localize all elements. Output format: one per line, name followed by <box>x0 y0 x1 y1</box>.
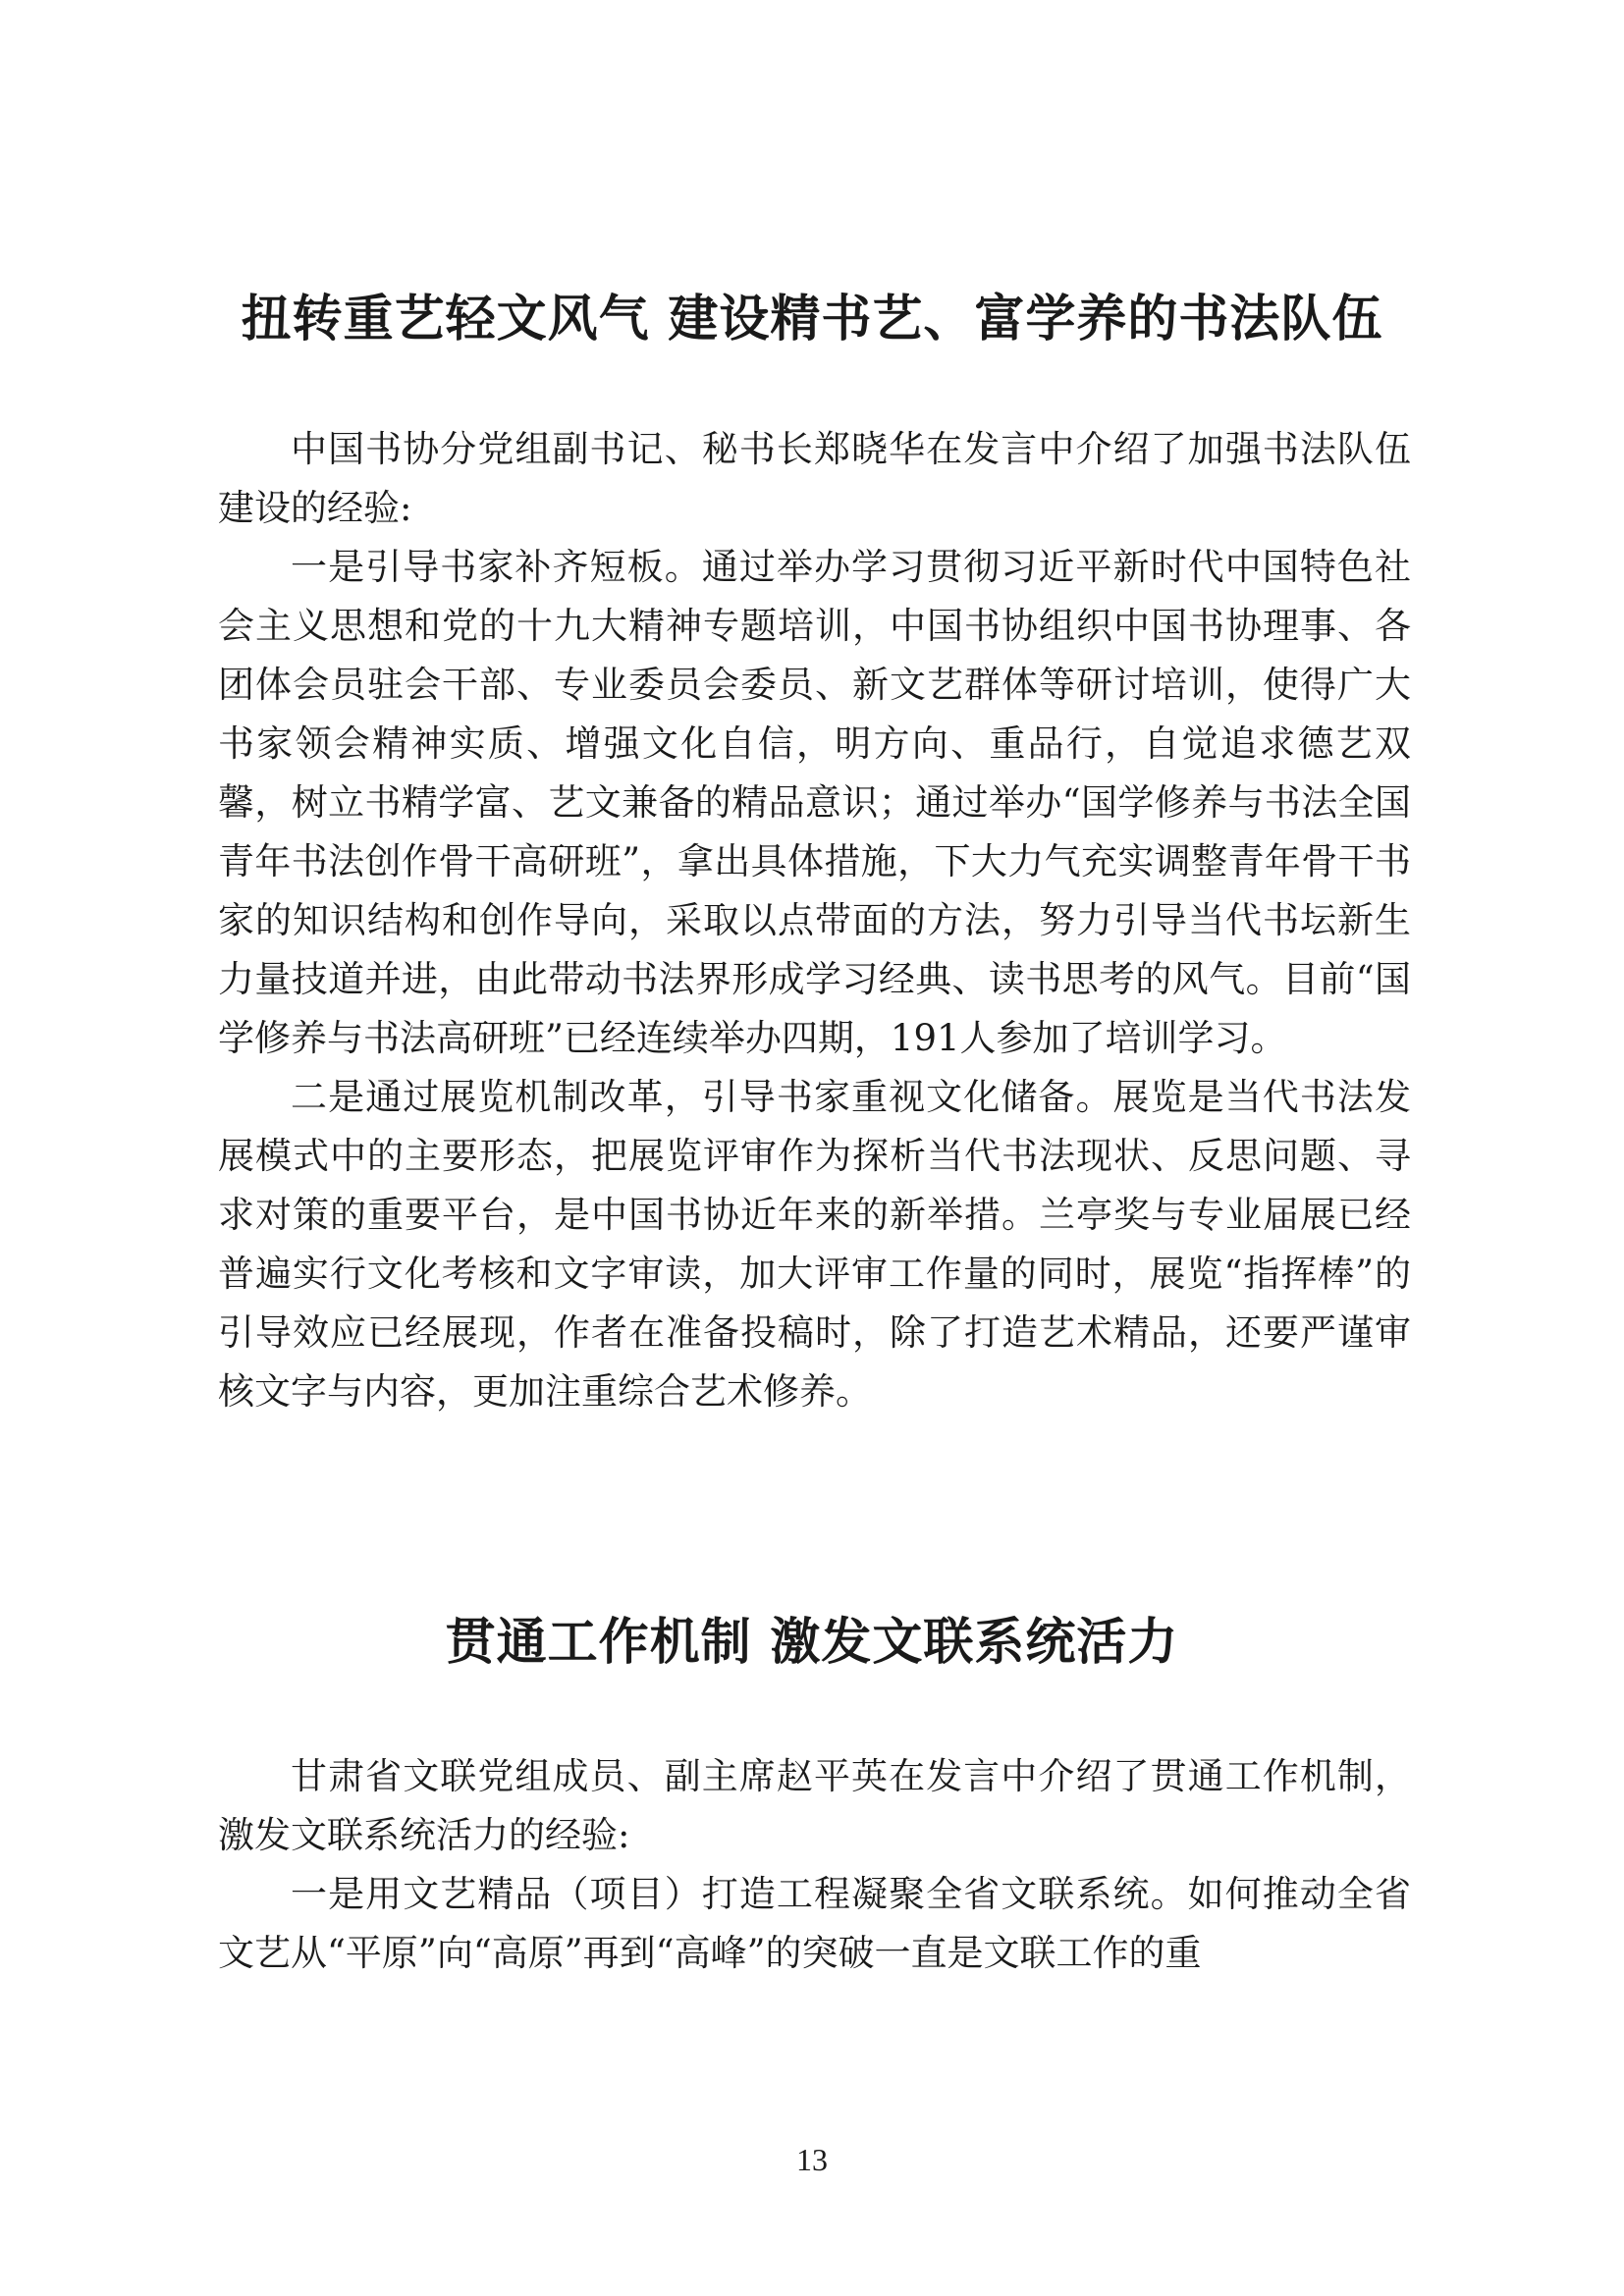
section-body-1 <box>218 420 1411 1421</box>
section-heading-2: 贯通工作机制 激发文联系统活力 <box>445 1614 1179 1672</box>
paragraph: 一是引导书家补齐短板。通过举办学习贯彻习近平新时代中国特色社会主义思想和党的十九大精神专题培训，中国书协组织中国书协理事、各团体会员驻会干部、专业委员会委员、新文艺群体等研讨培训，使得广大书家领会精神实质、增强文化自信，明方向、重品行，自觉追求德艺双馨，树立书精学富、艺文兼备的精品意识；通过举办“国学修养与书法全国青年书法创作骨干高研班”，拿出具体措施，下大力气充实调整青年骨干书家的知识结构和创作导向，采取以点带面的方法，努力引导当代书坛新生力量技道并进，由此带动书法界形成学习经典、读书思考的风气。目前“国学修养与书法高研班”已经连续举办四期，191人参加了培训学习。 <box>218 546 1411 1059</box>
paragraph: 中国书协分党组副书记、秘书长郑晓华在发言中介绍了加强书法队伍建设的经验: <box>218 428 1411 529</box>
section-body-2 <box>218 1747 1411 1983</box>
paragraph: 甘肃省文联党组成员、副主席赵平英在发言中介绍了贯通工作机制，激发文联系统活力的经验: <box>218 1755 1411 1856</box>
section-heading-1: 扭转重艺轻文风气 建设精书艺、富学养的书法队伍 <box>241 291 1383 348</box>
paragraph: 二是通过展览机制改革，引导书家重视文化储备。展览是当代书法发展模式中的主要形态，把展览评审作为探析当代书法现状、反思问题、寻求对策的重要平台，是中国书协近年来的新举措。兰亭奖与专业届展已经普遍实行文化考核和文字审读，加大评审工作量的同时，展览“指挥棒”的引导效应已经展现，作者在准备投稿时，除了打造艺术精品，还要严谨审核文字与内容，更加注重综合艺术修养。 <box>218 1076 1411 1413</box>
paragraph: 一是用文艺精品（项目）打造工程凝聚全省文联系统。如何推动全省文艺从“平原”向“高原”再到“高峰”的突破一直是文联工作的重 <box>218 1873 1411 1974</box>
page-number: 13 <box>796 2142 828 2177</box>
